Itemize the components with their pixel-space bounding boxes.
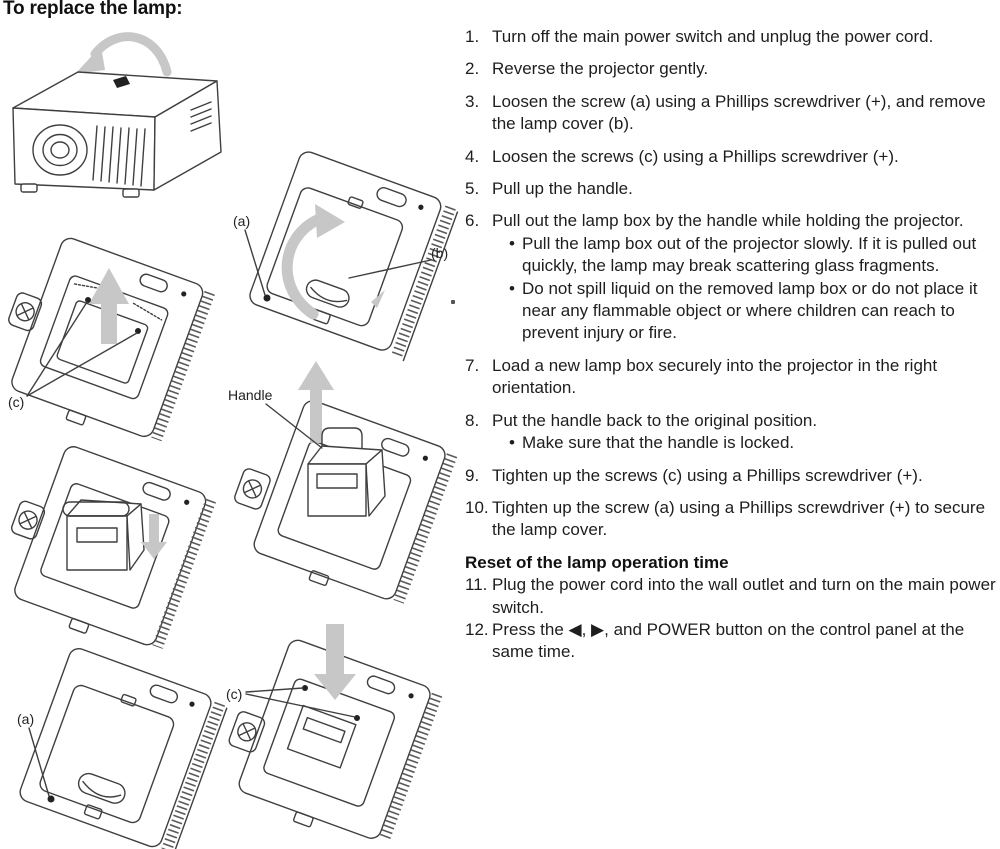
label-c: (c) — [8, 394, 25, 410]
label-a: (a) — [233, 213, 251, 229]
figure-handle-down — [5, 438, 212, 655]
step-item-6 — [465, 210, 998, 344]
step-text: Load a new lamp box securely into the projector in the right orientation. — [492, 355, 938, 398]
projector-foot — [123, 189, 139, 197]
step-text: Plug the power cord into the wall outlet and turn on the main power switch. — [492, 575, 996, 617]
figure-cover-open — [225, 142, 465, 362]
figure-projector — [5, 14, 240, 219]
step-number: 9. — [465, 465, 480, 485]
bullet-text: Do not spill liquid on the removed lamp box or do not place it near any flammable object or where children can reach to prevent injury or fire. — [522, 278, 978, 343]
label-c: (c) — [226, 686, 243, 702]
step-number: 7. — [465, 355, 480, 375]
step-number: 5. — [465, 179, 480, 199]
label-a: (a) — [17, 711, 35, 727]
rotate-arrow-head — [75, 46, 105, 74]
step-number: 2. — [465, 59, 480, 79]
figure-compartment-up — [0, 226, 212, 444]
stray-mark — [451, 300, 455, 304]
page-title: To replace the lamp: — [3, 0, 183, 19]
step-item-7 — [465, 355, 998, 400]
bullet-text: Make sure that the handle is locked. — [522, 433, 795, 453]
step-text: Reverse the projector gently. — [492, 59, 709, 79]
step-item-11 — [465, 574, 998, 619]
step-number: 8. — [465, 410, 480, 430]
thumb-screw-cross — [20, 512, 35, 527]
step-item-2 — [465, 58, 998, 80]
step-text: Pull up the handle. — [492, 179, 633, 199]
reset-section-heading: Reset of the lamp operation time — [465, 552, 729, 572]
step-item-8 — [465, 410, 998, 455]
step-text: Put the handle back to the original position. — [492, 410, 818, 430]
step-text: Tighten up the screw (a) using a Phillips screwdriver (+) to secure the lamp cover. — [492, 497, 986, 540]
step-number: 3. — [465, 91, 480, 111]
thumb-screw-cross — [17, 304, 32, 319]
step-text: Loosen the screws (c) using a Phillips screwdriver (+). — [492, 146, 899, 166]
step-text: Pull out the lamp box by the handle while holding the projector. — [492, 211, 964, 231]
step-item-4 — [465, 146, 998, 168]
step-text: Turn off the main power switch and unplug the power cord. — [492, 27, 934, 46]
lamp-box-front — [67, 516, 127, 570]
label-b: (b) — [431, 245, 449, 261]
step-item-12 — [465, 619, 998, 664]
step-number: 11. — [465, 575, 488, 595]
panel-outline — [17, 646, 213, 849]
screw-a-dot — [264, 295, 271, 302]
step-number: 1. — [465, 27, 480, 46]
step-item-9 — [465, 465, 998, 487]
screw-c-dot — [85, 297, 91, 303]
projector-foot — [21, 184, 37, 192]
step-text: Tighten up the screws (c) using a Phillips screwdriver (+). — [492, 465, 923, 485]
step-item-5 — [465, 178, 998, 200]
screw-a-dot — [48, 796, 55, 803]
step-item-1 — [465, 26, 998, 48]
thumb-screw-cross — [239, 724, 254, 739]
bullet-marker: • — [509, 433, 515, 453]
label-handle: Handle — [228, 387, 273, 403]
instructions-column — [465, 26, 998, 664]
bullet-marker: • — [509, 278, 515, 298]
diagram-column — [0, 0, 465, 849]
figure-handle-up — [222, 356, 465, 618]
lamp-box-front — [308, 464, 366, 516]
figure-cover-closed — [5, 646, 223, 849]
projector-lens — [33, 125, 87, 175]
bullet-item — [492, 432, 998, 454]
step-number: 4. — [465, 146, 480, 166]
step-text: Press the ◀, ▶, and POWER button on the control panel at the same time. — [492, 619, 965, 662]
bullet-item — [492, 233, 998, 278]
step-number: 10. — [465, 497, 489, 517]
screw-c-dot — [354, 715, 360, 721]
bullet-marker: • — [509, 233, 515, 253]
bullet-item — [492, 278, 998, 345]
step-text: Loosen the screw (a) using a Phillips screwdriver (+), and remove the lamp cover (b). — [492, 91, 986, 134]
thumb-screw-cross — [245, 481, 260, 496]
step-item-3 — [465, 91, 998, 136]
figure-box-insert — [218, 598, 450, 849]
bullet-text: Pull the lamp box out of the projector slowly. If it is pulled out quickly, the lamp may break scattering glass fragments. — [522, 233, 977, 276]
rotate-arrow-icon — [95, 37, 167, 72]
step-number: 6. — [465, 211, 480, 231]
step-number: 12. — [465, 619, 489, 639]
step-item-10 — [465, 497, 998, 542]
